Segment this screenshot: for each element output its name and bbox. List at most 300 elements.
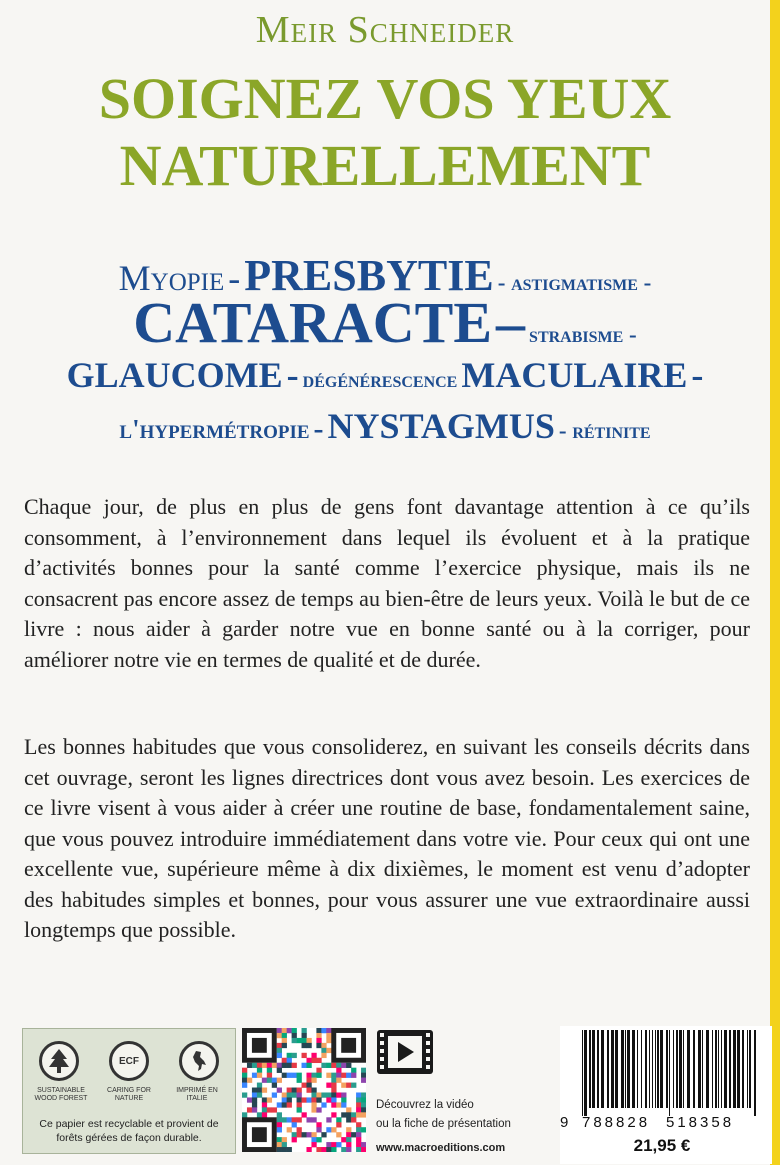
cover-edge-strip: [770, 0, 780, 1165]
qr-module: [326, 1063, 331, 1068]
qr-module: [306, 1038, 311, 1043]
qr-module: [326, 1033, 331, 1038]
qr-module: [361, 1097, 366, 1102]
qr-module: [292, 1053, 297, 1058]
qr-module: [336, 1078, 341, 1083]
qr-module: [297, 1107, 302, 1112]
qr-module: [341, 1147, 346, 1152]
keywords-line-2: [0, 290, 770, 355]
qr-module: [257, 1092, 262, 1097]
qr-module: [326, 1028, 331, 1033]
qr-module: [277, 1088, 282, 1093]
qr-module: [277, 1028, 282, 1033]
qr-module: [297, 1038, 302, 1043]
qr-module: [321, 1028, 326, 1033]
qr-module: [316, 1058, 321, 1063]
qr-module: [277, 1142, 282, 1147]
qr-module: [306, 1078, 311, 1083]
eco-label-wood-forest: SUSTAINABLE WOOD FOREST: [34, 1087, 88, 1102]
qr-module: [262, 1107, 267, 1112]
barcode-bar: [747, 1030, 748, 1108]
printed-in-italy-icon: [179, 1041, 219, 1081]
qr-module: [292, 1038, 297, 1043]
qr-module: [331, 1127, 336, 1132]
qr-module: [346, 1127, 351, 1132]
qr-module: [242, 1073, 247, 1078]
barcode-bar: [666, 1030, 668, 1108]
website-link[interactable]: www.macroeditions.com: [376, 1142, 506, 1154]
qr-module: [242, 1083, 247, 1088]
qr-module: [356, 1112, 361, 1117]
keyword-maculaire: MACULAIRE: [461, 355, 688, 395]
qr-module: [242, 1078, 247, 1083]
recycle-note: Ce papier est recyclable et provient de forêts gérées de façon durable.: [39, 1118, 219, 1144]
keyword-separator: -: [313, 412, 324, 445]
qr-module: [257, 1088, 262, 1093]
barcode-bar: [687, 1030, 690, 1108]
qr-module: [316, 1038, 321, 1043]
qr-module: [306, 1147, 311, 1152]
qr-module: [287, 1117, 292, 1122]
qr-module: [321, 1048, 326, 1053]
qr-module: [326, 1038, 331, 1043]
qr-module: [287, 1053, 292, 1058]
barcode-bar: [712, 1030, 713, 1108]
qr-module: [247, 1078, 252, 1083]
qr-module: [326, 1127, 331, 1132]
video-caption: [376, 1096, 511, 1134]
qr-module: [282, 1147, 287, 1152]
video-caption-line-2: ou la fiche de présentation: [376, 1118, 511, 1130]
qr-module: [331, 1078, 336, 1083]
qr-module: [292, 1028, 297, 1033]
qr-module: [336, 1073, 341, 1078]
barcode-bar: [733, 1030, 736, 1108]
qr-module: [306, 1083, 311, 1088]
qr-module: [336, 1142, 341, 1147]
qr-module: [257, 1073, 262, 1078]
qr-module: [247, 1063, 252, 1068]
qr-module: [292, 1137, 297, 1142]
qr-module: [306, 1088, 311, 1093]
qr-module: [282, 1073, 287, 1078]
description-paragraph-2: Les bonnes habitudes que vous consoliderez, en suivant les conseils décrits dans cet ouvrage, seront les lignes directrices dont vous avez besoin. Les exercices de ce livre visent à vous aider à créer une routine de base, fondamentalement saine, que vous pouvez introduire immédiatement dans votre vie. Pour ceux qui ont une excellente vue, supérieure même à dix dixièmes, le moment est venu d’adopter des habitudes simples et bonnes, pour vous assurer une vue extraordinaire aussi longtemps que possible.: [24, 734, 750, 942]
qr-module: [326, 1083, 331, 1088]
barcode-bar: [601, 1030, 604, 1108]
qr-module: [297, 1097, 302, 1102]
qr-module: [311, 1102, 316, 1107]
qr-module: [361, 1107, 366, 1112]
qr-code[interactable]: [242, 1028, 366, 1152]
qr-module: [316, 1043, 321, 1048]
barcode-bar: [649, 1030, 650, 1108]
qr-module: [361, 1127, 366, 1132]
qr-module: [341, 1092, 346, 1097]
qr-module: [252, 1073, 257, 1078]
qr-module: [267, 1063, 272, 1068]
qr-module: [321, 1063, 326, 1068]
qr-module: [287, 1102, 292, 1107]
barcode-bar: [597, 1030, 599, 1108]
qr-module: [277, 1112, 282, 1117]
keywords-line-4: [0, 408, 770, 444]
qr-module: [277, 1147, 282, 1152]
qr-module: [346, 1107, 351, 1112]
qr-module: [341, 1112, 346, 1117]
eco-label-imprime-italie: IMPRIMÉ EN ITALIE: [176, 1087, 218, 1102]
qr-module: [282, 1117, 287, 1122]
barcode-bar: [582, 1030, 583, 1116]
qr-module: [336, 1132, 341, 1137]
qr-module: [297, 1102, 302, 1107]
qr-module: [341, 1073, 346, 1078]
qr-module: [331, 1063, 336, 1068]
qr-module: [282, 1092, 287, 1097]
qr-module: [287, 1127, 292, 1132]
qr-module: [306, 1132, 311, 1137]
qr-module: [277, 1043, 282, 1048]
video-caption-line-1: Découvrez la vidéo: [376, 1099, 474, 1111]
qr-module: [316, 1127, 321, 1132]
qr-module: [346, 1063, 351, 1068]
qr-module: [277, 1078, 282, 1083]
qr-module: [361, 1092, 366, 1097]
qr-module: [326, 1117, 331, 1122]
isbn-group-2: 518358: [666, 1114, 735, 1131]
qr-module: [316, 1092, 321, 1097]
qr-module: [297, 1127, 302, 1132]
qr-module: [282, 1137, 287, 1142]
qr-module: [287, 1063, 292, 1068]
qr-module: [356, 1097, 361, 1102]
qr-module: [356, 1122, 361, 1127]
qr-module: [272, 1078, 277, 1083]
qr-module: [316, 1122, 321, 1127]
qr-module: [356, 1132, 361, 1137]
qr-module: [336, 1063, 341, 1068]
barcode-bar: [729, 1030, 731, 1108]
qr-module: [287, 1058, 292, 1063]
qr-module: [302, 1043, 307, 1048]
description-paragraph-1: Chaque jour, de plus en plus de gens font davantage attention à ce qu’ils consomment, à l’environnement dans lequel ils évoluent et à la pratique d’activités bonnes pour la santé comme l’exercice physique, mais ils ne consacrent pas encore assez de temps au bien-être de leurs yeux. Voilà le but de ce livre : nous aider à garder notre vue en bonne santé ou à la corriger, pour améliorer notre vie en termes de qualité et de durée.: [24, 494, 750, 672]
qr-module: [336, 1068, 341, 1073]
author-name: Meir Schneider: [255, 9, 515, 51]
qr-module: [341, 1063, 346, 1068]
qr-module: [282, 1028, 287, 1033]
qr-module: [361, 1078, 366, 1083]
qr-module: [316, 1073, 321, 1078]
barcode-bar: [625, 1030, 626, 1108]
qr-module: [267, 1073, 272, 1078]
qr-module: [331, 1102, 336, 1107]
qr-module: [277, 1068, 282, 1073]
qr-module: [336, 1117, 341, 1122]
qr-module: [321, 1092, 326, 1097]
qr-module: [247, 1107, 252, 1112]
qr-module: [361, 1142, 366, 1147]
qr-module: [321, 1053, 326, 1058]
qr-module: [356, 1092, 361, 1097]
qr-module: [242, 1112, 247, 1117]
qr-module: [282, 1038, 287, 1043]
qr-module: [311, 1137, 316, 1142]
keyword-hypermetropie: l'hypermétropie: [119, 414, 310, 444]
qr-module: [351, 1112, 356, 1117]
qr-module: [272, 1107, 277, 1112]
qr-module: [321, 1102, 326, 1107]
qr-module: [361, 1102, 366, 1107]
barcode-bar: [706, 1030, 709, 1108]
qr-module: [331, 1088, 336, 1093]
qr-module: [282, 1097, 287, 1102]
qr-module: [282, 1102, 287, 1107]
qr-module: [351, 1073, 356, 1078]
keyword-glaucome: GLAUCOME: [66, 355, 283, 395]
barcode-bar: [641, 1030, 642, 1108]
qr-module: [311, 1142, 316, 1147]
eco-labels-row: [29, 1087, 229, 1103]
qr-module: [311, 1092, 316, 1097]
keyword-myopie: Myopie: [118, 258, 225, 298]
qr-module: [361, 1112, 366, 1117]
barcode-bar: [589, 1030, 591, 1108]
qr-module: [292, 1092, 297, 1097]
qr-module: [326, 1142, 331, 1147]
isbn-barcode: [568, 1030, 764, 1116]
eco-label-box: [22, 1028, 236, 1154]
qr-module: [262, 1063, 267, 1068]
barcode-bar: [611, 1030, 614, 1108]
qr-module: [341, 1097, 346, 1102]
barcode-bar: [592, 1030, 595, 1108]
barcode-bar: [669, 1030, 670, 1116]
qr-module: [252, 1063, 257, 1068]
qr-module: [306, 1117, 311, 1122]
isbn-prefix-digit: 9: [560, 1114, 569, 1131]
barcode-bar: [645, 1030, 647, 1108]
barcode-bar: [655, 1030, 656, 1108]
qr-module: [287, 1147, 292, 1152]
barcode-bar: [660, 1030, 663, 1108]
qr-module: [356, 1107, 361, 1112]
qr-module: [351, 1083, 356, 1088]
qr-module: [346, 1137, 351, 1142]
qr-module: [326, 1147, 331, 1152]
ecf-icon: [109, 1041, 149, 1081]
qr-module: [346, 1147, 351, 1152]
qr-module: [302, 1132, 307, 1137]
qr-module: [336, 1102, 341, 1107]
qr-module: [311, 1073, 316, 1078]
qr-module: [292, 1073, 297, 1078]
qr-module: [277, 1048, 282, 1053]
keyword-strabisme: strabisme -: [529, 322, 637, 347]
qr-module: [351, 1068, 356, 1073]
qr-module: [257, 1112, 262, 1117]
barcode-bar: [715, 1030, 717, 1108]
qr-module: [262, 1097, 267, 1102]
qr-module: [282, 1063, 287, 1068]
qr-module: [341, 1102, 346, 1107]
qr-module: [287, 1028, 292, 1033]
qr-module: [316, 1107, 321, 1112]
qr-module: [351, 1132, 356, 1137]
qr-module: [257, 1068, 262, 1073]
video-film-icon: [377, 1030, 433, 1074]
qr-module: [282, 1033, 287, 1038]
qr-module: [292, 1117, 297, 1122]
tree-icon: [39, 1041, 79, 1081]
qr-module: [341, 1137, 346, 1142]
qr-module: [302, 1063, 307, 1068]
qr-module: [306, 1073, 311, 1078]
barcode-bar: [615, 1030, 618, 1108]
qr-module: [311, 1053, 316, 1058]
qr-module: [302, 1097, 307, 1102]
keyword-cataracte: CATARACTE: [133, 290, 493, 355]
qr-module: [242, 1068, 247, 1073]
barcode-bar: [754, 1030, 756, 1116]
barcode-bar: [607, 1030, 609, 1108]
qr-module: [247, 1097, 252, 1102]
qr-module: [262, 1078, 267, 1083]
qr-module: [331, 1083, 336, 1088]
qr-module: [292, 1132, 297, 1137]
keywords-line-3: [0, 357, 770, 393]
qr-module: [287, 1092, 292, 1097]
qr-module: [316, 1028, 321, 1033]
qr-module: [356, 1147, 361, 1152]
qr-module: [297, 1078, 302, 1083]
barcode-bar: [632, 1030, 635, 1108]
qr-module: [302, 1112, 307, 1117]
qr-module: [302, 1038, 307, 1043]
qr-module: [277, 1063, 282, 1068]
qr-module: [267, 1097, 272, 1102]
barcode-bar: [737, 1030, 740, 1108]
qr-module: [346, 1073, 351, 1078]
keyword-presbytie: PRESBYTIE: [244, 251, 494, 300]
qr-module: [252, 1107, 257, 1112]
qr-module: [331, 1142, 336, 1147]
keyword-nystagmus: NYSTAGMUS: [327, 406, 555, 446]
barcode-bar: [749, 1030, 751, 1108]
qr-module: [316, 1147, 321, 1152]
qr-module: [321, 1043, 326, 1048]
qr-module: [326, 1048, 331, 1053]
qr-module: [267, 1068, 272, 1073]
barcode-bar: [693, 1030, 695, 1108]
qr-module: [326, 1073, 331, 1078]
barcode-bar: [683, 1030, 684, 1108]
qr-module: [282, 1043, 287, 1048]
qr-module: [267, 1078, 272, 1083]
qr-module: [297, 1073, 302, 1078]
qr-module: [311, 1078, 316, 1083]
qr-module: [311, 1088, 316, 1093]
qr-module: [252, 1102, 257, 1107]
qr-module: [292, 1088, 297, 1093]
qr-module: [321, 1132, 326, 1137]
qr-module: [282, 1058, 287, 1063]
barcode-bar: [721, 1030, 722, 1108]
barcode-bar: [702, 1030, 703, 1108]
barcode-bar: [724, 1030, 727, 1108]
qr-module: [277, 1053, 282, 1058]
qr-module: [252, 1088, 257, 1093]
qr-module: [277, 1127, 282, 1132]
eco-icons-row: [39, 1041, 219, 1081]
qr-module: [336, 1122, 341, 1127]
keyword-degenerescence: dégénérescence: [302, 367, 458, 392]
qr-module: [331, 1147, 336, 1152]
qr-module: [346, 1117, 351, 1122]
barcode-bar: [718, 1030, 719, 1108]
book-title-line-2: NATURELLEMENT: [119, 133, 651, 198]
qr-module: [297, 1092, 302, 1097]
ecf-icon-text: ECF: [119, 1055, 139, 1067]
qr-module: [311, 1132, 316, 1137]
qr-module: [341, 1083, 346, 1088]
qr-module: [316, 1097, 321, 1102]
barcode-bar: [676, 1030, 678, 1108]
isbn-group-1: 788828: [582, 1114, 651, 1131]
qr-module: [257, 1063, 262, 1068]
qr-module: [287, 1073, 292, 1078]
qr-module: [277, 1033, 282, 1038]
qr-module: [287, 1097, 292, 1102]
qr-module: [297, 1132, 302, 1137]
qr-module: [257, 1083, 262, 1088]
barcode-bar: [742, 1030, 744, 1108]
qr-module: [277, 1102, 282, 1107]
qr-module: [346, 1083, 351, 1088]
qr-module: [361, 1147, 366, 1152]
keyword-astigmatisme: - astigmatisme -: [497, 270, 652, 295]
qr-module: [311, 1107, 316, 1112]
qr-module: [326, 1097, 331, 1102]
keyword-separator: -: [228, 258, 241, 298]
qr-module: [351, 1117, 356, 1122]
qr-module: [297, 1088, 302, 1093]
qr-module: [316, 1033, 321, 1038]
qr-module: [306, 1058, 311, 1063]
qr-module: [272, 1063, 277, 1068]
qr-module: [262, 1088, 267, 1093]
qr-module: [356, 1142, 361, 1147]
qr-module: [311, 1117, 316, 1122]
qr-module: [302, 1053, 307, 1058]
qr-module: [361, 1073, 366, 1078]
qr-module: [336, 1092, 341, 1097]
qr-module: [302, 1028, 307, 1033]
barcode-bar: [621, 1030, 624, 1108]
qr-finder: [252, 1127, 267, 1142]
keyword-retinite: - rétinite: [558, 418, 651, 443]
barcode-bar: [673, 1030, 674, 1108]
barcode-bar: [652, 1030, 653, 1108]
qr-module: [316, 1068, 321, 1073]
qr-module: [287, 1088, 292, 1093]
qr-module: [356, 1102, 361, 1107]
qr-module: [272, 1092, 277, 1097]
qr-module: [272, 1083, 277, 1088]
qr-module: [252, 1092, 257, 1097]
qr-module: [311, 1058, 316, 1063]
qr-module: [326, 1092, 331, 1097]
qr-module: [277, 1117, 282, 1122]
qr-module: [297, 1117, 302, 1122]
